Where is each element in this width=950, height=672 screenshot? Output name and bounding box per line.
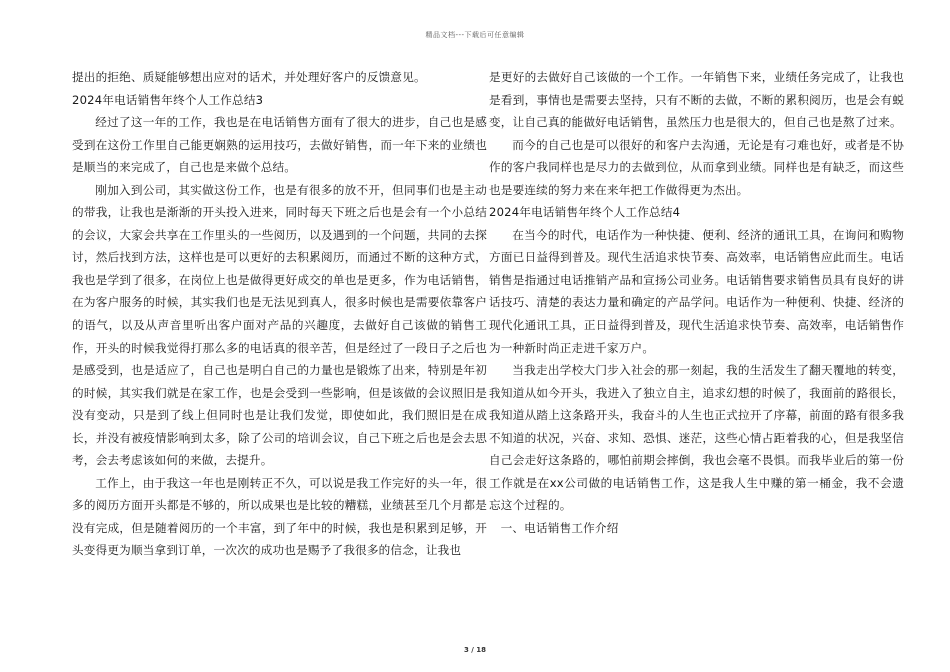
paragraph: 而今的自己也是可以很好的和客户去沟通，无论是有刁难也好，或者是不协作的客户我同样也是尽力的去做到位，从而拿到业绩。同样也是有缺乏，而这些也是要连续的努力来在来年把工作做得更为杰出。 bbox=[489, 137, 904, 197]
paragraph: 提出的拒绝、质疑能够想出应对的话术，并处理好客户的反馈意见。 bbox=[72, 70, 426, 84]
page-header: 精品文档---下载后可任意编辑 bbox=[425, 31, 525, 39]
paragraph: 是更好的去做好自己该做的一个工作。一年销售下来，业绩任务完成了，让我也是看到，事情也是需要去坚持，只有不断的去做，不断的累积阅历，也是会有蜕变，让自己真的能做好电话销售，虽然压力也是很大的，但自己也是熬了过来。 bbox=[489, 70, 904, 130]
left-column bbox=[72, 66, 487, 562]
paragraph: 刚加入到公司，其实做这份工作，也是有很多的放不开，但同事们也是主动的带我，让我也是渐渐的开头投入进来，同时每天下班之后也是会有一个小总结的会议，大家会共享在工作里头的一些阅历，以及遇到的一个问题，共同的去探讨，然后找到方法，这样也是可以更好的去积累阅历，而通过不断的这种方式，我也是学到了很多，在岗位上也是做得更好成交的单也是更多，作为电话销售，在为客户服务的时候，其实我们也是无法见到真人，很多时候也是需要依靠客户的语气，以及从声音里听出客户面对产品的兴趣度，去做好自己该做的销售工作，开头的时候我觉得打那么多的电话真的很辛苦，但是经过了一段日子之后也是感受到，也是适应了，自己也是明白自己的力量也是锻炼了出来，特别是年初的时候，其实我们就是在家工作，也是会受到一些影响，但是该做的会议照旧是没有变动，只是到了线上但同时也是让我们发觉，即使如此，我们照旧是在成长，并没有被疫情影响到太多，除了公司的培训会议，自己下班之后也是会去思考，会去考虑该如何的来做，去提升。 bbox=[72, 182, 487, 468]
paragraph: 经过了这一年的工作，我也是在电话销售方面有了很大的进步，自己也是感受到在这份工作里自己能更娴熟的运用技巧，去做好销售，而一年下来的业绩也是顺当的来完成了，自己也是来做个总结。 bbox=[72, 115, 487, 175]
paragraph: 当我走出学校大门步入社会的那一刻起，我的生活发生了翻天覆地的转变，我知道从如今开头，我进入了独立自主，追求幻想的时候了，我面前的路很长，我知道从踏上这条路开头，我奋斗的人生也正式拉开了序幕，前面的路有很多我不知道的状况，兴奋、求知、恐惧、迷茫，这些心情占距着我的心，但是我坚信自己会走好这条路的，哪怕前期会摔倒，我也会毫不畏惧。而我毕业后的第一份工作就是在xx公司做的电话销售工作，这是我人生中赚的第一桶金，我不会遗忘这个过程的。 bbox=[489, 363, 904, 513]
paragraph: 工作上，由于我这一年也是刚转正不久，可以说是我工作完好的头一年，很多的阅历方面开头都是不够的，所以成果也是比较的糟糕，业绩甚至几个月都是没有完成，但是随着阅历的一个丰富，到了年中的时候，我也是积累到足够，开头变得更为顺当拿到订单，一次次的成功也是赐予了我很多的信念，让我也 bbox=[72, 475, 487, 558]
subsection-heading: 一、电话销售工作介绍 bbox=[500, 520, 619, 535]
page-number: 3 / 18 bbox=[463, 646, 487, 654]
right-column bbox=[489, 66, 904, 539]
section-heading: 2024年电话销售年终个人工作总结4 bbox=[489, 205, 681, 220]
paragraph: 在当今的时代，电话作为一种快捷、便利、经济的通讯工具，在询问和购物方面已日益得到普及。现代生活追求快节奏、高效率，电话销售应此而生。电话销售是指通过电话推销产品和宣扬公司业务。电话销售要求销售员具有良好的讲话技巧、清楚的表达力量和确定的产品学问。电话作为一种便利、快捷、经济的现代化通讯工具，正日益得到普及，现代生活追求快节奏、高效率，电话销售作为一种新时尚正走进千家万户。 bbox=[489, 227, 904, 355]
section-heading: 2024年电话销售年终个人工作总结3 bbox=[72, 92, 264, 107]
